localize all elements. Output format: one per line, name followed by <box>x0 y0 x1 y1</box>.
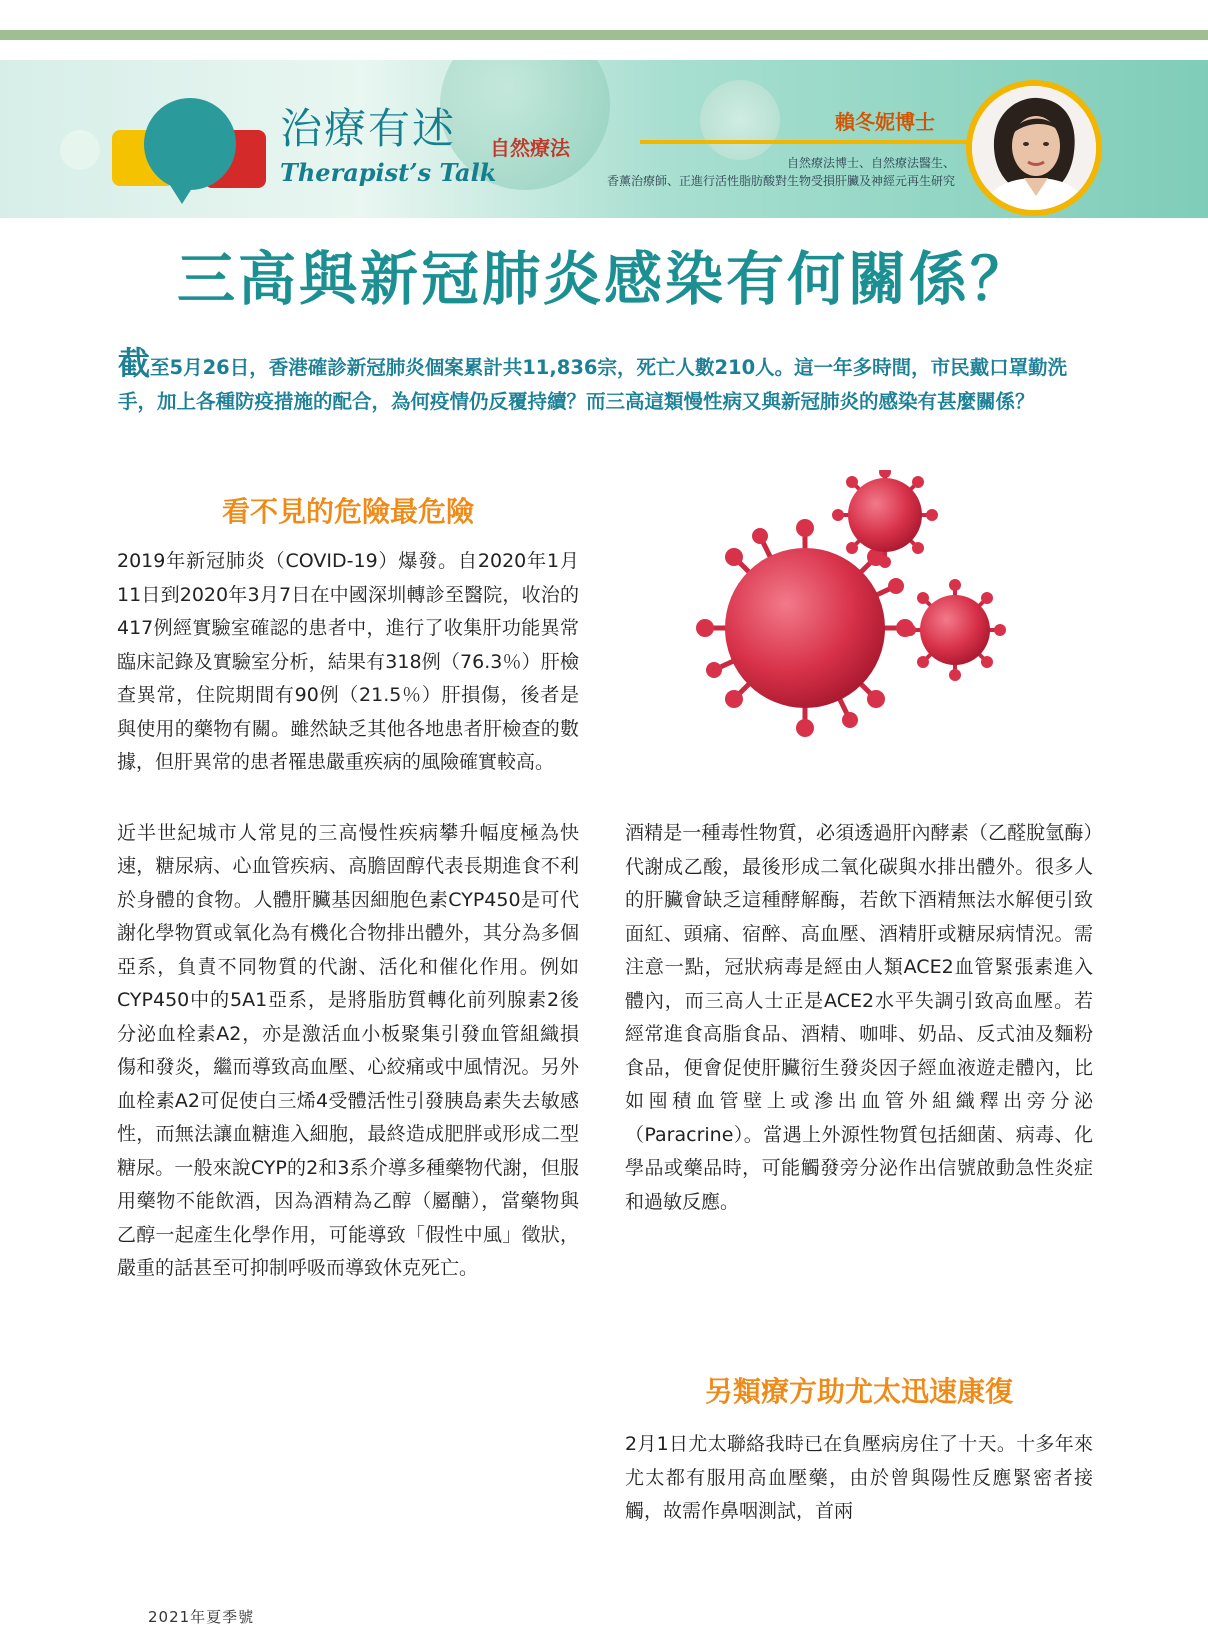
author-credentials-line-1: 自然療法博士、自然療法醫生、 <box>786 156 955 170</box>
teal-bubble-icon <box>144 98 236 190</box>
right-column-continued <box>625 1428 1093 1529</box>
section-heading-alternative-therapy: 另類療方助尤太迅速康復 <box>704 1375 1013 1408</box>
article-title: 三高與新冠肺炎感染有何關係？ <box>176 245 1031 313</box>
author-name: 賴冬妮博士 <box>835 110 935 134</box>
paragraph: 近半世紀城市人常見的三高慢性疾病攀升幅度極為快速，糖尿病、心血管疾病、高膽固醇代表長期進食不利於身體的食物。人體肝臟基因細胞色素CYP450是可代謝化學物質或氧化為有機化合物排出體外，其分為多個亞系，負責不同物質的代謝、活化和催化作用。例如CYP450中的5A1亞系，是將脂肪質轉化前列腺素2後分泌血栓素A2，亦是激活血小板聚集引發血管組織損傷和發炎，繼而導致高血壓、心絞痛或中風情況。另外血栓素A2可促使白三烯4受體活性引發胰島素失去敏感性，而無法讓血糖進入細胞，最終造成肥胖或形成二型糖尿。一般來說CYP的2和3系介導多種藥物代謝，但服用藥物不能飲酒，因為酒精為乙醇（屬醣），當藥物與乙醇一起產生化學作用，可能導致「假性中風」徵狀，嚴重的話甚至可抑制呼吸而導致休克死亡。 <box>117 821 579 1279</box>
author-portrait-icon <box>972 86 1096 210</box>
virus-small-icon <box>904 579 1006 681</box>
category-label: 自然療法 <box>490 136 570 160</box>
author-avatar <box>966 80 1102 216</box>
speech-bubbles-logo-icon <box>112 90 282 210</box>
intro-text: 至5月26日，香港確診新冠肺炎個案累計共11,836宗，死亡人數210人。這一年多時間，市民戴口罩勤洗手，加上各種防疫措施的配合，為何疫情仍反覆持續？而三高這類慢性病又與新冠肺炎的感染有甚麼關係？ <box>118 356 1068 413</box>
decor-orb <box>700 80 780 160</box>
section-heading-hidden-danger: 看不見的危險最危險 <box>221 495 474 528</box>
column-banner <box>0 60 1208 218</box>
paragraph: 酒精是一種毒性物質，必須透過肝內酵素（乙醛脫氫酶）代謝成乙酸，最後形成二氧化碳與水排出體外。很多人的肝臟會缺乏這種酵解酶，若飲下酒精無法水解便引致面紅、頭痛、宿醉、高血壓、酒精肝或糖尿病情況。需注意一點，冠狀病毒是經由人類ACE2血管緊張素進入體內，而三高人士正是ACE2水平失調引致高血壓。若經常進食高脂食品、酒精、咖啡、奶品、反式油及麵粉食品，便會促使肝臟衍生發炎因子經血液遊走體內，比如囤積血管壁上或滲出血管外組織釋出旁分泌（Paracrine）。當遇上外源性物質包括細菌、病毒、化學品或藥品時，可能觸發旁分泌作出信號啟動急性炎症和過敏反應。 <box>625 822 1093 1213</box>
intro-drop-cap: 截 <box>118 344 151 382</box>
issue-footer: 2021年夏季號 <box>148 1608 255 1626</box>
column-name-chinese: 治療有述 <box>280 104 457 153</box>
left-column <box>117 545 579 1286</box>
column-name-english: Therapist’s Talk <box>280 158 497 187</box>
decor-orb <box>60 130 100 170</box>
right-column <box>625 817 1093 1219</box>
paragraph: 2019年新冠肺炎（COVID-19）爆發。自2020年1月11日到2020年3月7日在中國深圳轉診至醫院，收治的417例經實驗室確認的患者中，進行了收集肝功能異常臨床記錄及實驗室分析，結果有318例（76.3％）肝檢查異常，住院期間有90例（21.5％）肝損傷，後者是與使用的藥物有關。雖然缺乏其他各地患者肝檢查的數據，但肝異常的患者罹患嚴重疾病的風險確實較高。 <box>117 550 579 773</box>
coronavirus-illustration <box>660 470 1120 800</box>
author-underline <box>640 140 970 144</box>
paragraph: 2月1日尤太聯絡我時已在負壓病房住了十天。十多年來尤太都有服用高血壓藥，由於曾與陽性反應緊密者接觸，故需作鼻咽測試，首兩 <box>625 1433 1093 1522</box>
virus-medium-icon <box>832 470 938 568</box>
article-intro <box>118 346 1093 419</box>
author-credentials-line-2: 香薰治療師、正進行活性脂肪酸對生物受損肝臟及神經元再生研究 <box>606 174 955 188</box>
top-accent-bar <box>0 30 1208 40</box>
bubble-tail-icon <box>168 182 196 204</box>
